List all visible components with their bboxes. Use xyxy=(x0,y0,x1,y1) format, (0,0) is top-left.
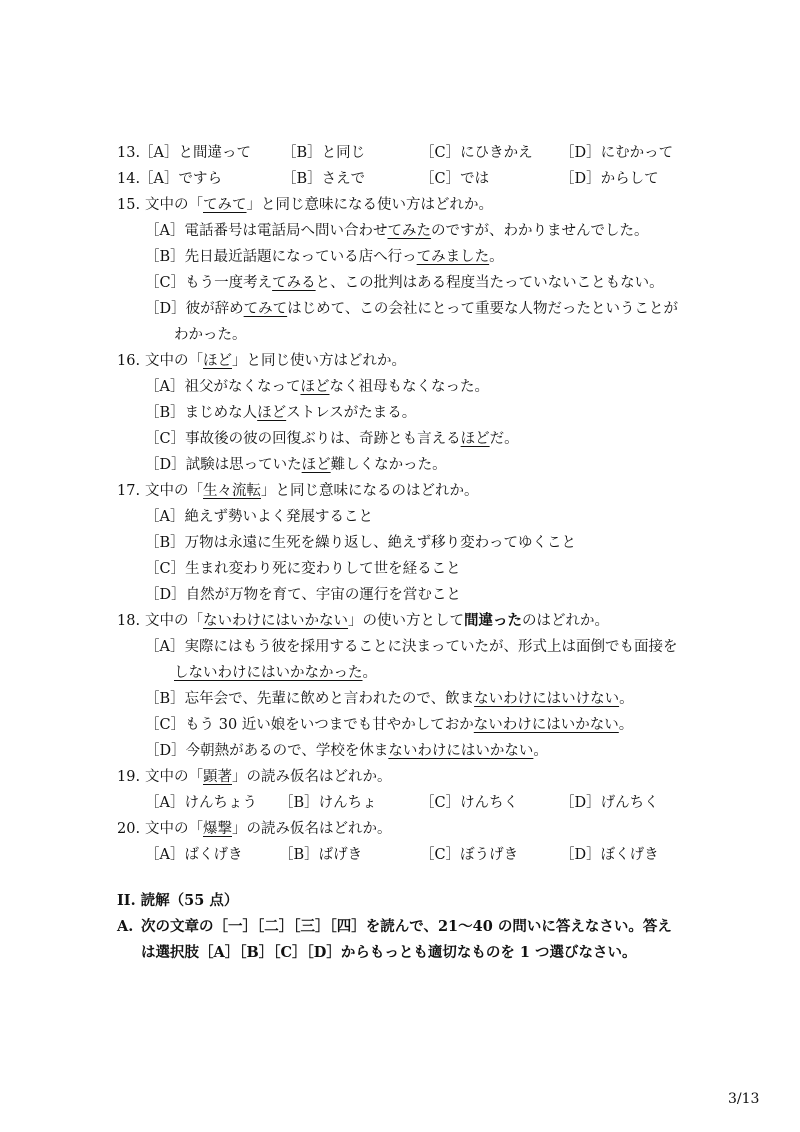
question-number: 15. xyxy=(117,197,141,213)
option-text: 祖父がなくなって xyxy=(184,379,301,395)
question-18 xyxy=(117,611,609,631)
option-d xyxy=(145,741,548,761)
option-underlined: ないわけにはいかない xyxy=(388,743,534,759)
choice-a: ［A］ばくげき xyxy=(145,847,243,863)
question-target: ほど xyxy=(203,353,232,369)
choice-a: ［A］ですら xyxy=(139,171,222,187)
option-label: ［C］ xyxy=(145,717,186,733)
option-label: ［A］ xyxy=(145,639,185,655)
option-a xyxy=(145,221,648,241)
question-target: てみて xyxy=(203,197,247,213)
option-label: ［D］ xyxy=(145,587,186,603)
choice-c: ［C］けんちく xyxy=(420,795,519,811)
option-text: 自然が万物を育て、宇宙の運行を営むこと xyxy=(185,587,461,603)
instruction-line-1: 次の文章の［一］［二］［三］［四］を読んで、21～40 の問いに答えなさい。答え xyxy=(141,918,672,935)
instruction-label: A. xyxy=(117,918,134,935)
option-underlined: ほど xyxy=(300,379,330,395)
option-text: 。 xyxy=(619,691,634,707)
choice-a: ［A］けんちょう xyxy=(145,795,257,811)
page-number: 3/13 xyxy=(728,1091,760,1107)
question-target: 生々流転 xyxy=(203,483,261,499)
option-text: 万物は永遠に生死を繰り返し、絶えず移り変わってゆくこと xyxy=(184,535,577,551)
option-c xyxy=(145,715,633,735)
question-number: 20. xyxy=(117,821,141,837)
question-16 xyxy=(117,351,406,371)
option-text: もう一度考え xyxy=(185,275,273,291)
option-underlined: ほど xyxy=(257,405,287,421)
question-number: 14. xyxy=(117,171,141,187)
option-text: 難しくなかった。 xyxy=(330,457,447,473)
question-text-mid: 」の使い方として xyxy=(348,613,464,629)
question-text-pre: 文中の「 xyxy=(145,353,203,369)
question-text-post: 」と同じ意味になるのはどれか。 xyxy=(261,483,479,499)
option-label: ［B］ xyxy=(145,535,185,551)
option-underlined: ほど xyxy=(460,431,490,447)
question-text-post: 」の読み仮名はどれか。 xyxy=(232,821,392,837)
choice-a: ［A］と間違って xyxy=(139,145,251,161)
option-text: 生まれ変わり死に変わりして世を経ること xyxy=(185,561,461,577)
choice-b: ［B］ばげき xyxy=(279,847,363,863)
option-text: 今朝熱があるので、学校を休ま xyxy=(185,743,389,759)
question-number: 16. xyxy=(117,353,141,369)
option-text: 試験は思っていた xyxy=(185,457,302,473)
option-text: なく祖母もなくなった。 xyxy=(329,379,489,395)
choice-d: ［D］ぼくげき xyxy=(560,847,659,863)
option-c xyxy=(145,429,519,449)
option-b xyxy=(145,689,634,709)
question-text-pre: 文中の「 xyxy=(145,769,203,785)
option-b xyxy=(145,533,576,553)
option-d-continuation: わかった。 xyxy=(174,327,247,343)
option-label: ［C］ xyxy=(145,275,186,291)
option-text: 。 xyxy=(533,743,548,759)
question-number: 18. xyxy=(117,613,141,629)
option-label: ［D］ xyxy=(145,301,186,317)
option-text: 実際にはもう彼を採用することに決まっていたが、形式上は面倒でも面接を xyxy=(184,639,678,655)
choice-d: ［D］げんちく xyxy=(560,795,659,811)
instruction-line-2: は選択肢［A］［B］［C］［D］からもっとも適切なものを 1 つ選びなさい。 xyxy=(141,944,637,961)
option-text: はじめて、この会社にとって重要な人物だったということが xyxy=(287,301,679,317)
option-underlined: ないわけにはいかない xyxy=(473,717,619,733)
option-text: だ。 xyxy=(489,431,519,447)
option-text: ストレスがたまる。 xyxy=(286,405,417,421)
question-text-pre: 文中の「 xyxy=(145,821,203,837)
choice-c: ［C］では xyxy=(420,171,490,187)
question-text-pre: 文中の「 xyxy=(145,613,203,629)
question-text-post: 」と同じ使い方はどれか。 xyxy=(232,353,406,369)
option-text: 。 xyxy=(489,249,504,265)
option-text: 彼が辞め xyxy=(185,301,244,317)
choice-d: ［D］にむかって xyxy=(560,145,674,161)
option-d xyxy=(145,585,461,605)
option-text: のですが、わかりませんでした。 xyxy=(430,223,649,239)
option-underlined: てみました xyxy=(416,249,490,265)
choice-c: ［C］ぼうげき xyxy=(420,847,519,863)
option-underlined: てみる xyxy=(272,275,316,291)
option-label: ［A］ xyxy=(145,223,185,239)
question-emphasis: 間違った xyxy=(464,612,522,629)
choice-b: ［B］と同じ xyxy=(282,145,366,161)
option-text: 。 xyxy=(618,717,634,733)
choice-c: ［C］にひきかえ xyxy=(420,145,533,161)
option-d xyxy=(145,455,447,475)
question-text-pre: 文中の「 xyxy=(145,197,203,213)
question-target: ないわけにはいかない xyxy=(203,613,348,629)
option-c xyxy=(145,273,664,293)
option-text: 。 xyxy=(362,665,377,681)
question-text-pre: 文中の「 xyxy=(145,483,203,499)
question-number: 17. xyxy=(117,483,141,499)
choice-b: ［B］さえで xyxy=(282,171,366,187)
option-label: ［B］ xyxy=(145,405,185,421)
option-label: ［D］ xyxy=(145,457,186,473)
option-c xyxy=(145,559,461,579)
question-15 xyxy=(117,195,493,215)
question-19 xyxy=(117,767,392,787)
option-text: 絶えず勢いよく発展すること xyxy=(184,509,373,525)
question-17 xyxy=(117,481,479,501)
option-label: ［C］ xyxy=(145,561,186,577)
option-label: ［D］ xyxy=(145,743,186,759)
question-number: 19. xyxy=(117,769,141,785)
option-label: ［A］ xyxy=(145,509,185,525)
option-underlined: てみた xyxy=(387,223,431,239)
option-text: 電話番号は電話局へ問い合わせ xyxy=(184,223,388,239)
option-text: もう 30 近い娘をいつまでも甘やかしておか xyxy=(185,717,474,733)
option-underlined: ほど xyxy=(301,457,331,473)
section-title: II. 読解（55 点） xyxy=(117,892,239,909)
question-number: 13. xyxy=(117,145,141,161)
option-text: 先日最近話題になっている店へ行っ xyxy=(184,249,417,265)
option-underlined: ないわけにはいけない xyxy=(474,691,620,707)
question-target: 顕著 xyxy=(203,769,232,785)
question-target: 爆撃 xyxy=(203,821,232,837)
option-d xyxy=(145,299,678,319)
question-20 xyxy=(117,819,392,839)
question-text-post: のはどれか。 xyxy=(522,613,609,629)
option-text: まじめな人 xyxy=(184,405,258,421)
question-text-post: 」と同じ意味になる使い方はどれか。 xyxy=(246,197,493,213)
option-b xyxy=(145,403,416,423)
option-label: ［C］ xyxy=(145,431,186,447)
option-text: 事故後の彼の回復ぶりは、奇跡とも言える xyxy=(185,431,461,447)
option-text: 忘年会で、先輩に飲めと言われたので、飲ま xyxy=(184,691,475,707)
option-text: と、この批判はある程度当たっていないこともない。 xyxy=(315,275,664,291)
option-label: ［B］ xyxy=(145,249,185,265)
option-underlined: てみて xyxy=(243,301,288,317)
option-label: ［B］ xyxy=(145,691,185,707)
option-a xyxy=(145,377,489,397)
option-a xyxy=(145,637,677,657)
option-underlined: しないわけにはいかなかった xyxy=(174,665,363,681)
option-a-continuation xyxy=(174,663,377,683)
option-label: ［A］ xyxy=(145,379,185,395)
option-b xyxy=(145,247,504,267)
choice-b: ［B］けんちょ xyxy=(279,795,377,811)
option-a xyxy=(145,507,373,527)
choice-d: ［D］からして xyxy=(560,171,659,187)
question-text-post: 」の読み仮名はどれか。 xyxy=(232,769,392,785)
